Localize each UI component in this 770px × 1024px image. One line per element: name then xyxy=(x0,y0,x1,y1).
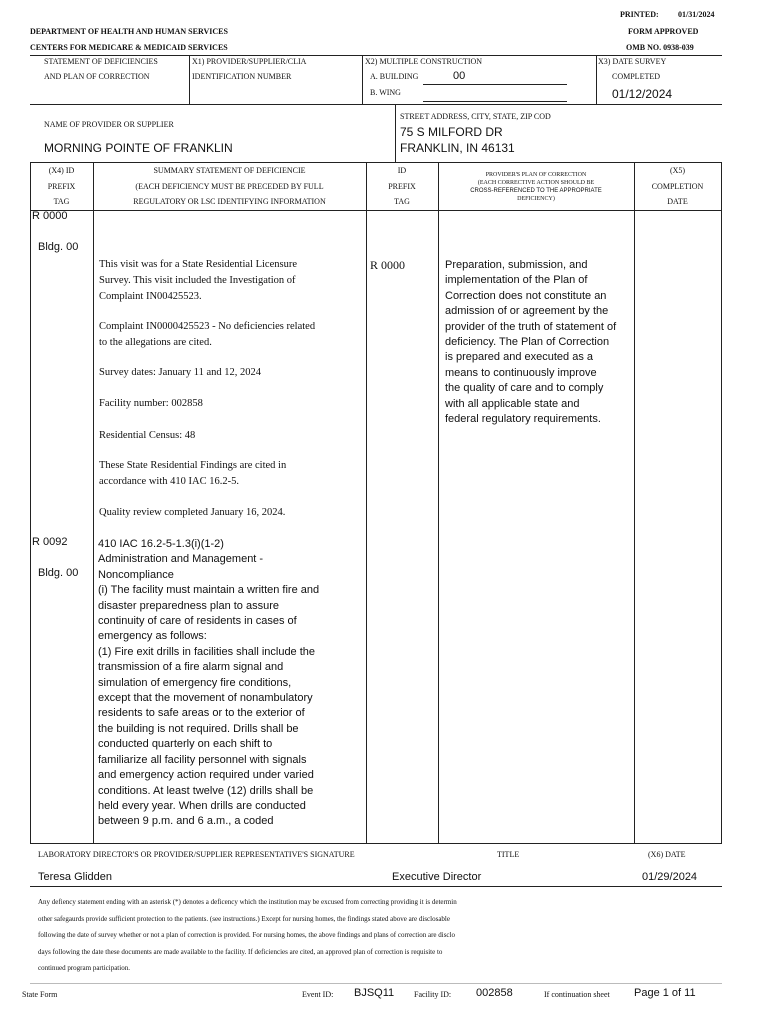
plan-subheader-3: DEFICIENCY) xyxy=(517,196,555,202)
summary-subheader: (EACH DEFICIENCY MUST BE PRECEDED BY FULL xyxy=(135,182,324,191)
continuation-label: If continuation sheet xyxy=(544,990,610,999)
tag-r0092: R 0092 xyxy=(32,536,68,548)
survey-completed-date: 01/12/2024 xyxy=(612,87,673,101)
quality-review: Quality review completed January 16, 2024. xyxy=(99,507,286,518)
form-approved: FORM APPROVED xyxy=(628,27,699,36)
provider-name: MORNING POINTE OF FRANKLIN xyxy=(44,141,233,155)
tag-r0000: R 0000 xyxy=(32,210,68,222)
printed-date: 01/31/2024 xyxy=(678,10,715,19)
event-id-value: BJSQ11 xyxy=(354,987,395,999)
bldg-label-1: Bldg. 00 xyxy=(38,241,79,253)
disclaimer-line: days following the date these documents are made available to the facility. If deficiencies are cited, an approved plan of correction is requisite to xyxy=(38,947,443,956)
x4-id-label: (X4) ID xyxy=(48,166,75,175)
complaint-statement: Complaint IN0000425523 - No deficiencies related to the allegations are cited. xyxy=(99,321,316,348)
plan-of-correction-text: Preparation, submission, and implementation of the Plan of Correction does not constitute an admission of or agreement by the provider of the truth of statement of deficiency. The Plan of Correction is prepared and executed as a means to continuously improve the quality of care and to comply with all applicable state and federal regulatory requirements. xyxy=(445,259,617,426)
state-form-label: State Form xyxy=(22,990,58,999)
department-title: DEPARTMENT OF HEALTH AND HUMAN SERVICES xyxy=(30,27,228,36)
id-label: ID xyxy=(397,166,407,175)
id-tag-label: TAG xyxy=(394,197,410,206)
x4-tag-label: TAG xyxy=(53,197,70,206)
plan-subheader: (EACH CORRECTIVE ACTION SHOULD BE xyxy=(477,180,595,186)
address-city: FRANKLIN, IN 46131 xyxy=(400,141,515,155)
event-id-label: Event ID: xyxy=(302,990,334,999)
title-label: TITLE xyxy=(497,850,520,859)
facility-id-value: 002858 xyxy=(476,987,513,999)
date-survey-label: X3) DATE SURVEY xyxy=(598,57,667,66)
state-findings: These State Residential Findings are cited in accordance with 410 IAC 16.2-5. xyxy=(99,460,287,487)
facility-id-label: Facility ID: xyxy=(414,990,452,999)
signer-name: Teresa Glidden xyxy=(38,871,112,883)
signature-date: 01/29/2024 xyxy=(642,871,698,883)
wing-label: B. WING xyxy=(370,88,401,97)
address-street: 75 S MILFORD DR xyxy=(400,125,503,139)
identification-number-label: IDENTIFICATION NUMBER xyxy=(192,72,292,81)
completed-label: COMPLETED xyxy=(612,72,660,81)
facility-number: Facility number: 002858 xyxy=(99,398,203,409)
date-label: DATE xyxy=(667,197,688,206)
multiple-construction-label: X2) MULTIPLE CONSTRUCTION xyxy=(365,57,483,66)
omb-number: OMB NO. 0938-039 xyxy=(626,43,694,52)
tag-r0000-right: R 0000 xyxy=(370,258,406,272)
completion-label: COMPLETION xyxy=(651,182,704,191)
signature-label: LABORATORY DIRECTOR'S OR PROVIDER/SUPPLIER REPRESENTATIVE'S SIGNATURE xyxy=(38,850,355,859)
x6-date-label: (X6) DATE xyxy=(648,850,686,859)
statement-label: STATEMENT OF DEFICIENCIES xyxy=(44,57,158,66)
provider-id-label: X1) PROVIDER/SUPPLIER/CLIA xyxy=(192,57,307,66)
survey-dates: Survey dates: January 11 and 12, 2024 xyxy=(99,367,262,378)
plan-of-correction-label: AND PLAN OF CORRECTION xyxy=(44,72,150,81)
x4-prefix-label: PREFIX xyxy=(47,182,76,191)
summary-subheader-2: REGULATORY OR LSC IDENTIFYING INFORMATION xyxy=(133,197,326,206)
summary-header: SUMMARY STATEMENT OF DEFICIENCIE xyxy=(153,166,306,175)
centers-title: CENTERS FOR MEDICARE & MEDICAID SERVICES xyxy=(30,43,228,52)
provider-name-label: NAME OF PROVIDER OR SUPPLIER xyxy=(44,120,174,129)
x5-label: (X5) xyxy=(669,166,686,175)
disclaimer-line: continued program participation. xyxy=(38,964,130,972)
address-label: STREET ADDRESS, CITY, STATE, ZIP COD xyxy=(400,112,551,121)
id-prefix-label: PREFIX xyxy=(388,182,416,191)
disclaimer-line: Any defiency statement ending with an asterisk (*) denotes a deficency which the institution may be excused from correcting providing it is determin xyxy=(38,898,457,906)
page-number: Page 1 of 11 xyxy=(634,987,696,999)
disclaimer-line: other safegaurds provide sufficient protection to the patients. (see instructions.) Except for nursing homes, the findings stated above are disclosable xyxy=(38,914,450,923)
plan-header: PROVIDER'S PLAN OF CORRECTION xyxy=(485,172,587,178)
visit-statement: This visit was for a State Residential Licensure Survey. This visit included the Investigation of Complaint IN00425523. xyxy=(99,259,297,302)
regulation-text: 410 IAC 16.2-5-1.3(i)(1-2) Administration and Management - Noncompliance (i) The facility must maintain a written fire and disaster preparedness plan to assure continuity of care of residents in cases of emergency as follows: (1) Fire exit drills in facilities shall include the transmission of a fire alarm signal and simulation of emergency fire conditions, except that the movement of nonambulatory residents to safe areas or to the exterior of the building is not required. Drills shall be conducted quarterly on each shift to familiarize all facility personnel with signals and emergency action required under varied conditions. At least twelve (12) drills shall be held every year. When drills are conducted between 9 p.m. and 6 a.m., a coded xyxy=(98,538,320,828)
building-value: 00 xyxy=(453,70,466,82)
signer-title: Executive Director xyxy=(392,871,482,883)
building-label: A. BUILDING xyxy=(370,72,419,81)
printed-label: PRINTED: xyxy=(620,10,659,19)
residential-census: Residential Census: 48 xyxy=(99,430,196,441)
disclaimer-line: following the date of survey whether or not a plan of correction is provided. For nursing homes, the above findings and plans of correction are disclo xyxy=(38,931,455,939)
bldg-label-2: Bldg. 00 xyxy=(38,567,79,579)
plan-subheader-2: CROSS-REFERENCED TO THE APPROPRIATE xyxy=(470,188,602,194)
disclaimer xyxy=(38,894,728,977)
